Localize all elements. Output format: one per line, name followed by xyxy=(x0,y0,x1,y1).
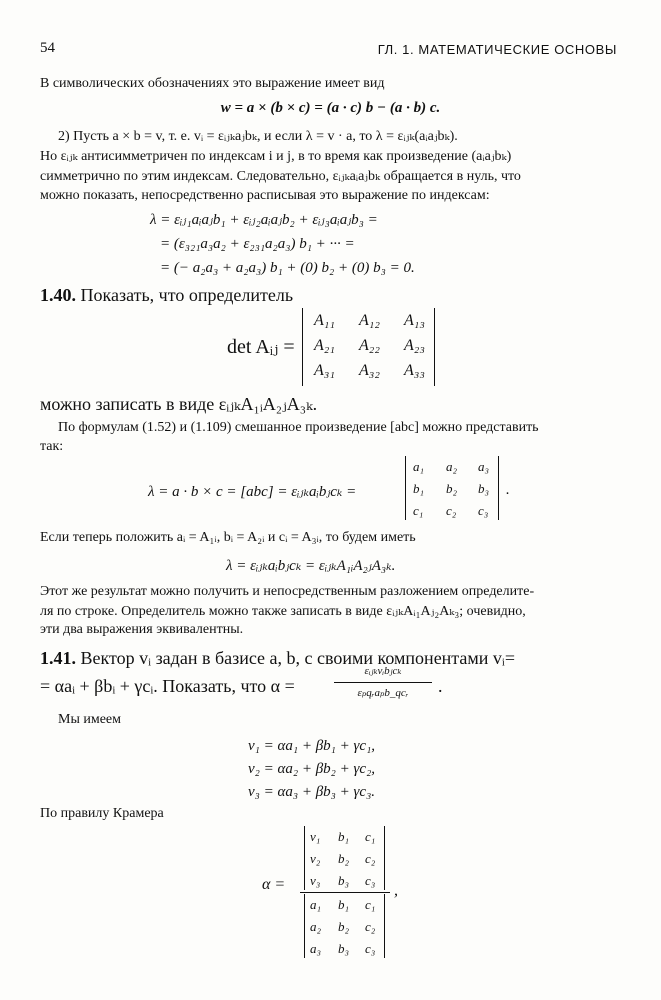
expansion-eq2: = (ε₃₂₁a₃a₂ + ε₂₃₁a₂a₃) b₁ + ··· = xyxy=(160,236,355,252)
matrix-cell: b₃ xyxy=(338,873,350,888)
component-eq2: v₂ = αa₂ + βb₂ + γc₂, xyxy=(248,761,376,777)
matrix-cell: A₂₂ xyxy=(359,337,380,354)
solution-140-line3: Если теперь положить aᵢ = A₁ᵢ, bᵢ = A₂ᵢ и cᵢ = A₃ᵢ, то будем иметь xyxy=(40,530,416,545)
matrix-cell: a₃ xyxy=(478,459,490,474)
det-label: det Aᵢⱼ = xyxy=(227,336,295,358)
solution-141-intro: Мы имеем xyxy=(58,712,121,727)
matrix-cell: c₃ xyxy=(365,941,376,956)
problem-140-number: 1.40. xyxy=(40,285,76,305)
solution-140-line4: Этот же результат можно получить и непосредственным разложением определите- xyxy=(40,584,535,599)
matrix-cell: b₃ xyxy=(478,481,490,496)
matrix-cell: A₂₁ xyxy=(314,337,335,354)
det-left-bar xyxy=(405,456,406,520)
solution-140-line2: так: xyxy=(40,439,64,454)
cramer-comma: , xyxy=(394,882,398,899)
solution-140-line5: ля по строке. Определитель можно также записать в виде εᵢⱼₖAᵢ₁Aⱼ₂Aₖ₃; очевидно, xyxy=(40,604,526,619)
matrix-cell: b₁ xyxy=(338,829,350,844)
matrix-cell: a₃ xyxy=(310,941,322,956)
problem-141-number: 1.41. xyxy=(40,648,76,668)
alpha-label: α = xyxy=(262,876,286,893)
matrix-cell: c₃ xyxy=(365,873,376,888)
problem-140-after: можно записать в виде εᵢⱼₖA₁ᵢA₂ⱼA₃ₖ. xyxy=(40,394,318,414)
matrix-cell: a₁ xyxy=(310,897,322,912)
matrix-cell: v₂ xyxy=(310,851,321,866)
matrix-cell: a₁ xyxy=(413,459,425,474)
matrix-cell: c₂ xyxy=(365,851,376,866)
solution-140-line1: По формулам (1.52) и (1.109) смешанное произведение [abc] можно представить xyxy=(58,420,539,435)
para1-text: В символических обозначениях это выражение имеет вид xyxy=(40,76,385,91)
formula-dot: . xyxy=(506,482,510,498)
matrix-cell: c₂ xyxy=(446,503,457,518)
page-number: 54 xyxy=(40,40,55,56)
fraction-numerator: εᵢⱼₖvᵢbⱼcₖ xyxy=(364,665,402,677)
matrix-cell: b₂ xyxy=(446,481,458,496)
para2-line2: Но εᵢⱼₖ антисимметричен по индексам i и j, в то время как произведение (aᵢaⱼbₖ) xyxy=(40,149,512,164)
matrix-cell: A₁₁ xyxy=(314,312,335,329)
matrix-cell: A₃₁ xyxy=(314,362,335,379)
matrix-cell: v₃ xyxy=(310,873,321,888)
matrix-cell: b₂ xyxy=(338,851,350,866)
det-left-bar xyxy=(304,894,305,958)
matrix-cell: c₂ xyxy=(365,919,376,934)
det-right-bar xyxy=(498,456,499,520)
det-right-bar xyxy=(384,894,385,958)
det-left-bar xyxy=(304,826,305,890)
matrix-cell: c₁ xyxy=(365,829,376,844)
fraction-line xyxy=(334,682,432,683)
matrix-cell: c₁ xyxy=(413,503,424,518)
fraction-denominator: εₚqᵣaₚb_qcᵣ xyxy=(357,687,409,699)
expansion-eq3: = (− a₂a₃ + a₂a₃) b₁ + (0) b₂ + (0) b₃ = 0. xyxy=(160,260,415,276)
problem-141-line1: Вектор vᵢ задан в базисе a, b, c своими компонентами vᵢ= xyxy=(80,648,516,668)
problem-141-heading xyxy=(40,648,515,669)
matrix-cell: a₂ xyxy=(310,919,322,934)
problem-140-text: Показать, что определитель xyxy=(80,285,294,305)
chapter-title: ГЛ. 1. МАТЕМАТИЧЕСКИЕ ОСНОВЫ xyxy=(377,42,617,57)
vector-triple-product-formula: w = a × (b × c) = (a · c) b − (a · b) c. xyxy=(220,100,441,116)
matrix-cell: A₁₃ xyxy=(404,312,425,329)
matrix-cell: A₃₂ xyxy=(359,362,380,379)
mixed-product-formula: λ = a · b × c = [abc] = εᵢⱼₖaᵢbⱼcₖ = xyxy=(148,484,357,500)
matrix-cell: b₂ xyxy=(338,919,350,934)
det-right-bar xyxy=(384,826,385,890)
cramer-rule-label: По правилу Крамера xyxy=(40,806,164,821)
problem-140-heading xyxy=(40,285,293,306)
matrix-cell: c₁ xyxy=(365,897,376,912)
component-eq1: v₁ = αa₁ + βb₁ + γc₁, xyxy=(248,738,376,754)
cramer-fraction-line xyxy=(300,892,390,893)
matrix-cell: c₃ xyxy=(478,503,489,518)
problem-141-period: . xyxy=(438,676,443,696)
matrix-cell: a₂ xyxy=(446,459,458,474)
matrix-cell: b₁ xyxy=(338,897,350,912)
expansion-eq1: λ = εᵢⱼ₁aᵢaⱼb₁ + εᵢⱼ₂aᵢaⱼb₂ + εᵢⱼ₃aᵢaⱼb₃ = xyxy=(150,212,378,228)
matrix-cell: b₃ xyxy=(338,941,350,956)
problem-141-line2: = αaᵢ + βbᵢ + γcᵢ. Показать, что α = xyxy=(40,676,295,696)
para2-line4: можно показать, непосредственно расписывая это выражение по индексам: xyxy=(40,188,490,203)
para2-line1: 2) Пусть a × b = v, т. е. vᵢ = εᵢⱼₖaⱼbₖ, и если λ = v · a, то λ = εᵢⱼₖ(aᵢaⱼbₖ). xyxy=(58,129,458,144)
matrix-cell: A₃₃ xyxy=(404,362,425,379)
solution-140-line6: эти два выражения эквивалентны. xyxy=(40,622,244,637)
matrix-cell: A₂₃ xyxy=(404,337,425,354)
matrix-cell: A₁₂ xyxy=(359,312,380,329)
det-right-bar xyxy=(434,308,435,386)
matrix-cell: v₁ xyxy=(310,829,321,844)
det-left-bar xyxy=(302,308,303,386)
component-eq3: v₃ = αa₃ + βb₃ + γc₃. xyxy=(248,784,376,800)
solution-140-formula2: λ = εᵢⱼₖaᵢbⱼcₖ = εᵢⱼₖA₁ᵢA₂ⱼA₃ₖ. xyxy=(226,558,396,574)
matrix-cell: b₁ xyxy=(413,481,425,496)
para2-line3: симметрично по этим индексам. Следовательно, εᵢⱼₖaᵢaⱼbₖ обращается в нуль, что xyxy=(40,169,521,184)
